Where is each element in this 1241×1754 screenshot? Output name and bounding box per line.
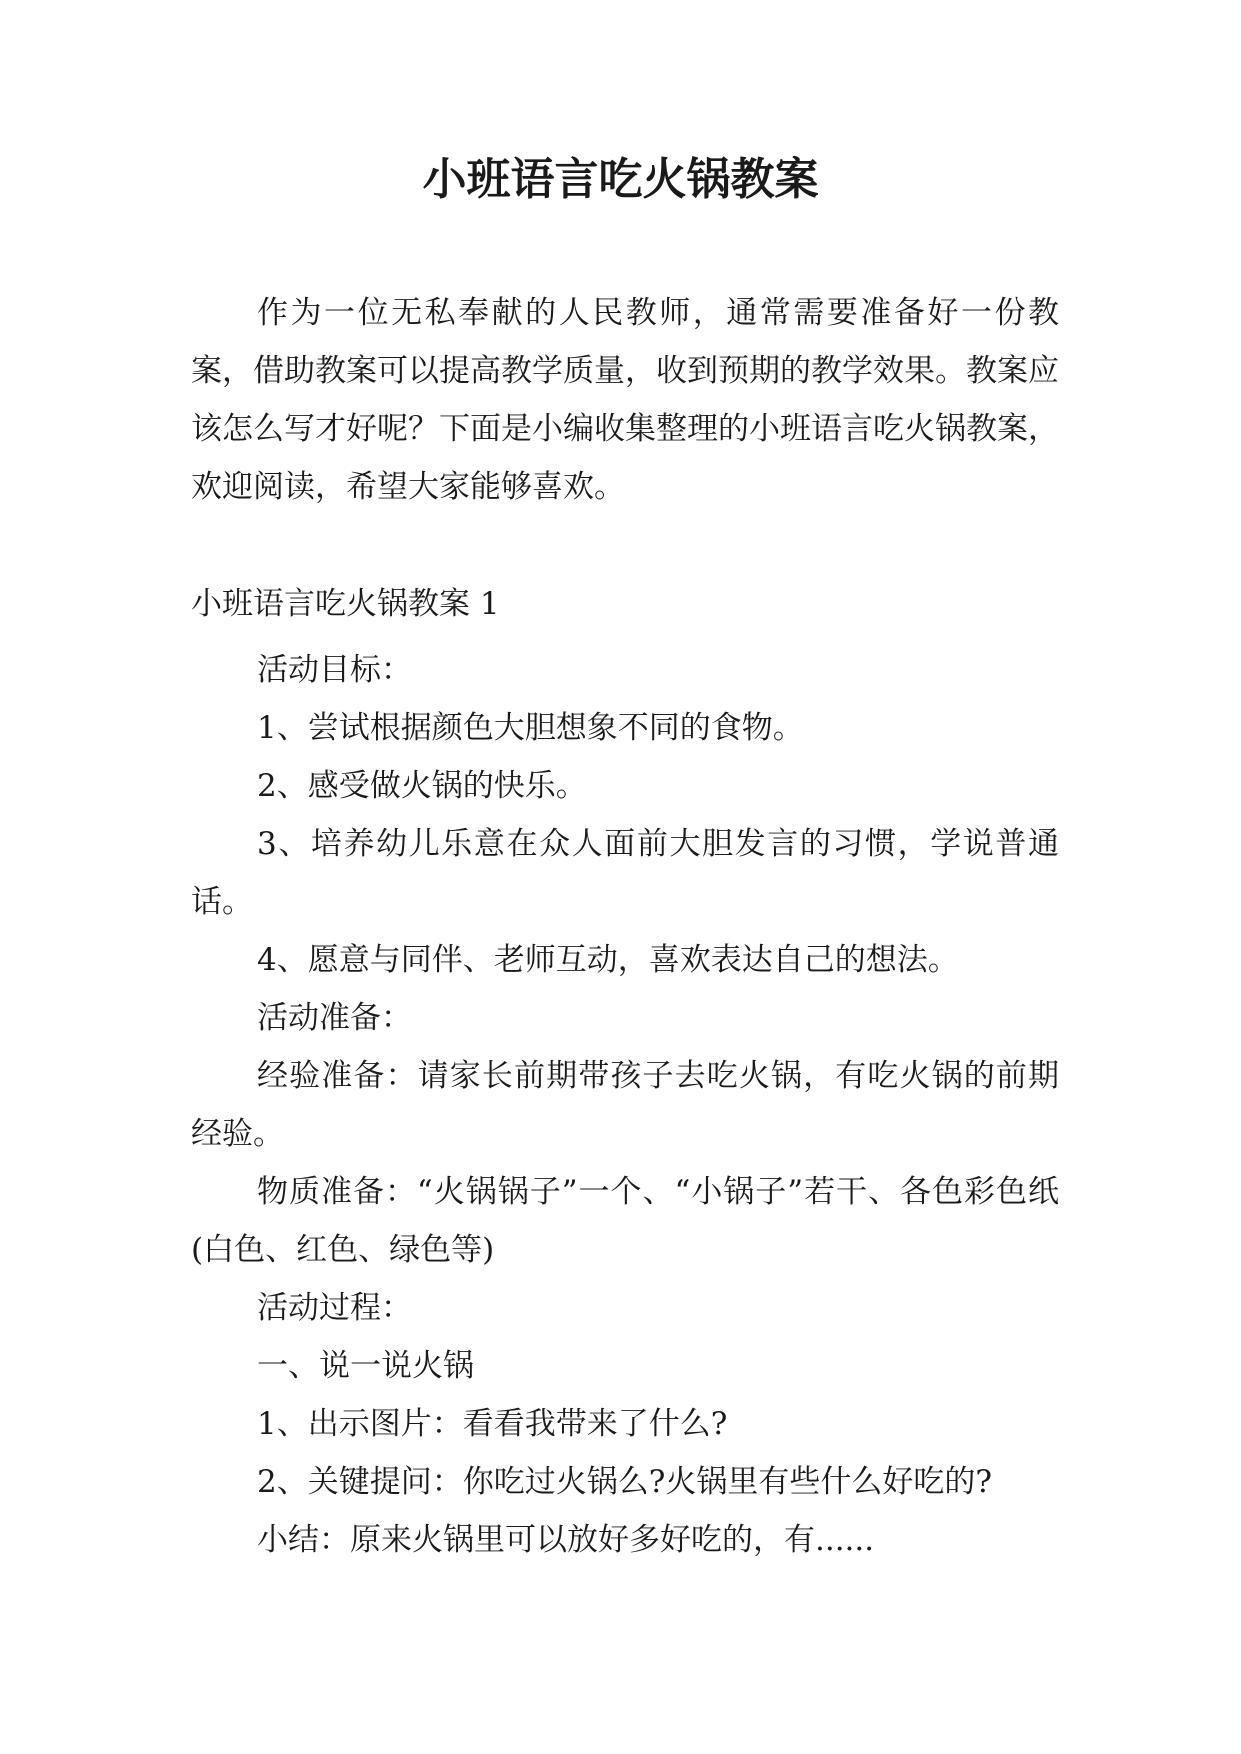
paragraph-activity-process: 活动过程： (257, 1290, 412, 1326)
paragraph-step-1: 一、说一说火锅 (257, 1348, 474, 1384)
paragraph-summary: 小结：原来火锅里可以放好多好吃的，有...... (257, 1522, 875, 1558)
paragraph-material-prep: 物质准备：“火锅锅子”一个、“小锅子”若干、各色彩色纸(白色、红色、绿色等) (191, 1174, 1059, 1268)
paragraph-key-question: 2、关键提问：你吃过火锅么?火锅里有些什么好吃的? (257, 1464, 992, 1500)
paragraph-show-picture: 1、出示图片：看看我带来了什么? (257, 1406, 728, 1442)
section-heading: 小班语言吃火锅教案 1 (191, 586, 500, 622)
intro-paragraph: 作为一位无私奉献的人民教师，通常需要准备好一份教案，借助教案可以提高教学质量，收到预期的教学效果。教案应该怎么写才好呢？下面是小编收集整理的小班语言吃火锅教案，欢迎阅读，希望大家能够喜欢。 (191, 295, 1059, 505)
document-title: 小班语言吃火锅教案 (422, 154, 819, 205)
paragraph-goal-3: 3、培养幼儿乐意在众人面前大胆发言的习惯，学说普通话。 (191, 826, 1059, 920)
paragraph-experience-prep: 经验准备：请家长前期带孩子去吃火锅，有吃火锅的前期经验。 (191, 1058, 1059, 1152)
paragraph-goal-2: 2、感受做火锅的快乐。 (257, 768, 587, 804)
paragraph-goal-1: 1、尝试根据颜色大胆想象不同的食物。 (257, 710, 804, 746)
paragraph-activity-prep: 活动准备： (257, 1000, 412, 1036)
section-body (191, 641, 1059, 1569)
paragraph-activity-goals: 活动目标： (257, 652, 412, 688)
paragraph-goal-4: 4、愿意与同伴、老师互动，喜欢表达自己的想法。 (257, 942, 959, 978)
